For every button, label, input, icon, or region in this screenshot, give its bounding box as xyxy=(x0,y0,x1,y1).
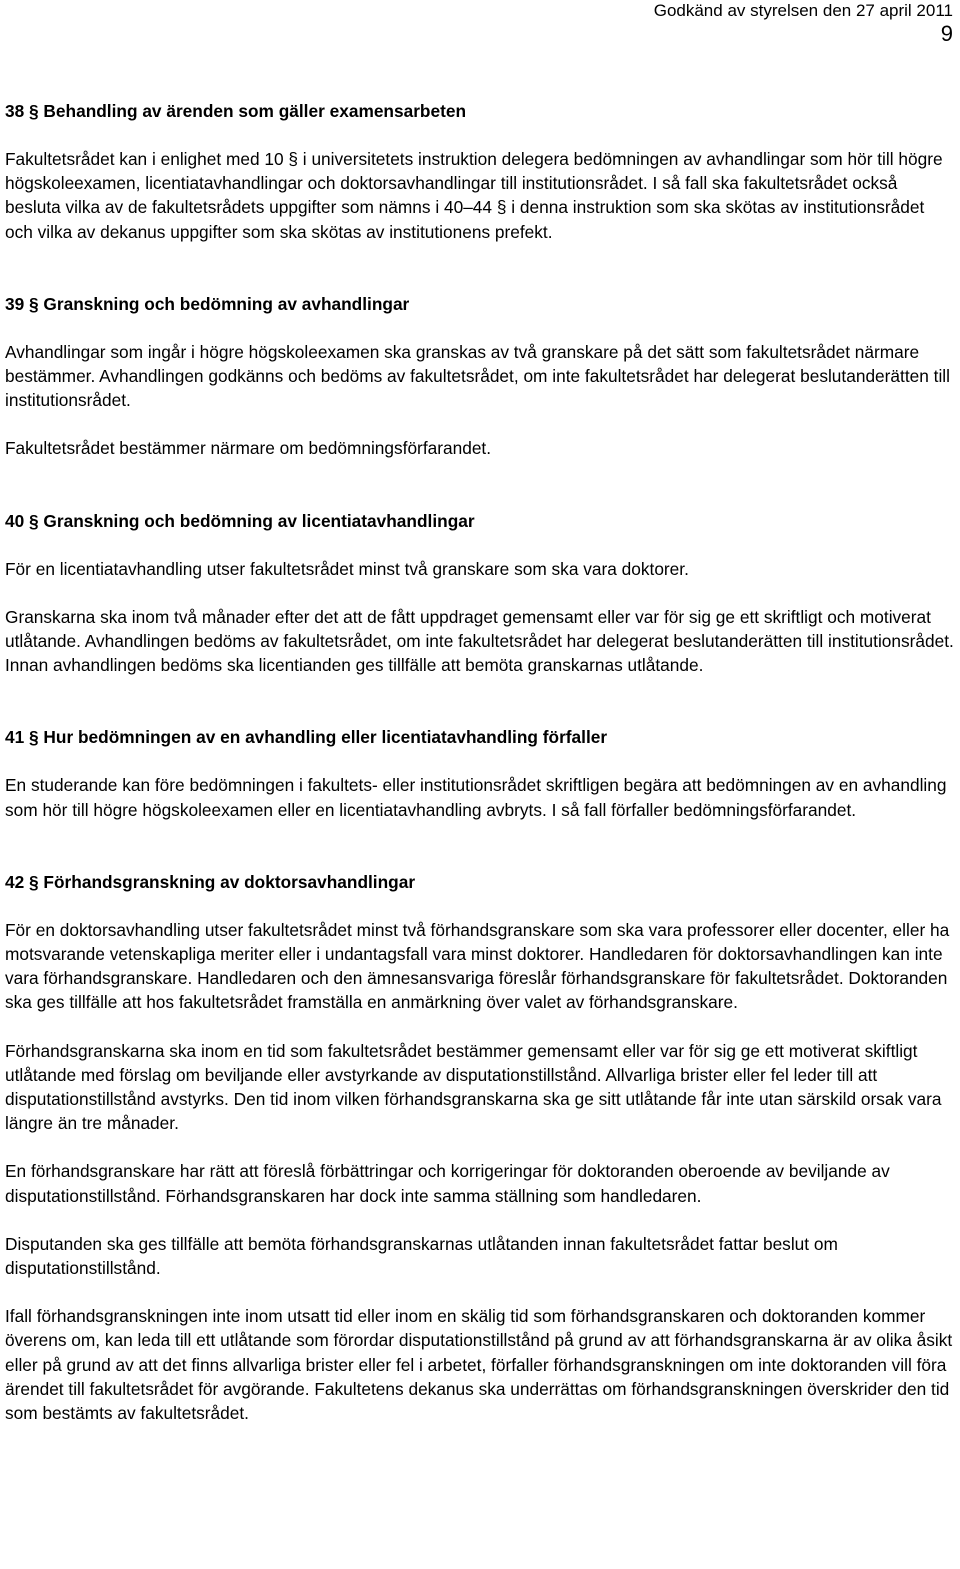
section-41 xyxy=(5,725,955,821)
document-body xyxy=(5,99,955,1425)
paragraph: Förhandsgranskarna ska inom en tid som fakultetsrådet bestämmer gemensamt eller var för sig ge ett motiverat skiftligt utlåtande med förslag om beviljande eller avstyrkande av disputationstillstånd. Allvarliga brister eller fel leder till att disputationstillstånd avstyrks. Den tid inom vilken förhandsgranskarna ska ge sitt utlåtande får inte utan särskild orsak vara längre än tre månader. xyxy=(5,1040,942,1134)
paragraph: En studerande kan före bedömningen i fakultets- eller institutionsrådet skriftligen begära att bedömningen av en avhandling som hör till högre högskoleexamen eller en licentiatavhandling avbryts. I så fall förfaller bedömningsförfarandet. xyxy=(5,775,947,820)
section-38 xyxy=(5,99,955,244)
section-heading: 40 § Granskning och bedömning av licentiatavhandlingar xyxy=(5,510,475,531)
paragraph: För en licentiatavhandling utser fakultetsrådet minst två granskare som ska vara doktorer. xyxy=(5,558,689,579)
paragraph: Ifall förhandsgranskningen inte inom utsatt tid eller inom en skälig tid som förhandsgranskaren och doktoranden kommer överens om, kan leda till ett utlåtande som förordar disputationstillstånd på grund av att förhandsgranskarna är av olika åsikt eller på grund av att det finns allvarliga brister eller fel i arbetet, förfaller förhandsgranskningen om inte doktoranden vill föra ärendet till fakultetsrådet för avgörande. Fakultetens dekanus ska underrättas om förhandsgranskningen överskrider den tid som bestämts av fakultetsrådet. xyxy=(5,1306,953,1424)
paragraph: Fakultetsrådet bestämmer närmare om bedömningsförfarandet. xyxy=(5,438,492,459)
page-number: 9 xyxy=(940,21,953,46)
paragraph: Granskarna ska inom två månader efter det att de fått uppdraget gemensamt eller var för sig ge ett skriftligt och motiverat utlåtande. Avhandlingen bedöms av fakultetsrådet, om inte fakultetsrådet har delegerat beslutanderätten till institutionsrådet. Innan avhandlingen bedöms ska licentianden ges tillfälle att bemöta granskarnas utlåtande. xyxy=(5,606,954,676)
paragraph: Disputanden ska ges tillfälle att bemöta förhandsgranskarnas utlåtanden innan fakultetsrådet fattar beslut om disputationstillstånd. xyxy=(5,1233,838,1279)
section-42 xyxy=(5,870,955,1425)
approval-note: Godkänd av styrelsen den 27 april 2011 xyxy=(653,1,953,20)
paragraph: Avhandlingar som ingår i högre högskoleexamen ska granskas av två granskare på det sätt som fakultetsrådet närmare bestämmer. Avhandlingen godkänns och bedöms av fakultetsrådet, om inte fakultetsrådet har delegerat beslutanderätten till institutionsrådet. xyxy=(5,341,950,411)
section-heading: 42 § Förhandsgranskning av doktorsavhandlingar xyxy=(5,871,416,892)
paragraph: Fakultetsrådet kan i enlighet med 10 § i universitetets instruktion delegera bedömningen av avhandlingar som hör till högre högskoleexamen, licentiatavhandlingar och doktorsavhandlingar till institutionsrådet. I så fall ska fakultetsrådet också besluta vilka av de fakultetsrådets uppgifter som nämns i 40–44 § i denna instruktion som ska skötas av institutionsrådet och vilka av dekanus uppgifter som ska skötas av institutionens prefekt. xyxy=(5,149,943,242)
section-heading: 41 § Hur bedömningen av en avhandling eller licentiatavhandling förfaller xyxy=(5,727,608,748)
paragraph: För en doktorsavhandling utser fakultetsrådet minst två förhandsgranskare som ska vara professorer eller docenter, eller ha motsvarande vetenskapliga meriter eller i undantagsfall vara minst doktorer. Handledaren för doktorsavhandlingen kan inte vara förhandsgranskare. Handledaren och den ämnesansvariga föreslår förhandsgranskare för fakultetsrådet. Doktoranden ska ges tillfälle att hos fakultetsrådet framställa en anmärkning över valet av förhandsgranskare. xyxy=(5,919,950,1013)
paragraph: En förhandsgranskare har rätt att föreslå förbättringar och korrigeringar för doktoranden oberoende av beviljande av disputationstillstånd. Förhandsgranskaren har dock inte samma ställning som handledaren. xyxy=(5,1161,890,1206)
section-heading: 39 § Granskning och bedömning av avhandlingar xyxy=(5,293,410,314)
section-heading: 38 § Behandling av ärenden som gäller examensarbeten xyxy=(5,101,467,121)
section-39 xyxy=(5,292,955,461)
section-40 xyxy=(5,509,955,678)
